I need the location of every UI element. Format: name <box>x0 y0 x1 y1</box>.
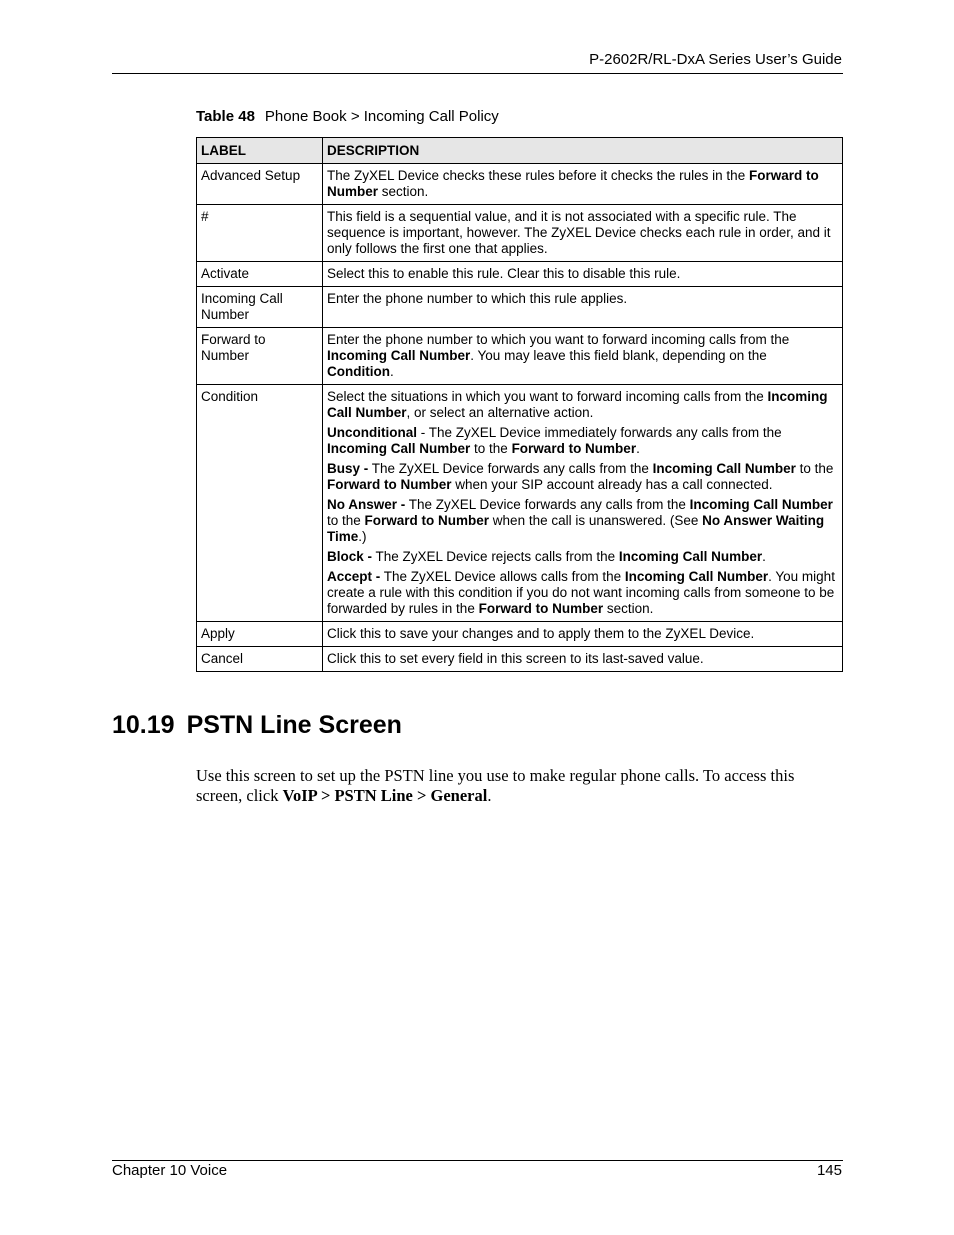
description-paragraph <box>327 549 836 565</box>
section-body-paragraph <box>196 766 836 806</box>
row-label: Forward to Number <box>197 328 323 385</box>
description-bold-term: Block - <box>327 549 373 564</box>
footer-divider <box>112 1160 843 1161</box>
description-paragraph <box>327 461 836 493</box>
row-description <box>323 287 843 328</box>
description-paragraph <box>327 168 836 200</box>
label-column-header: LABEL <box>197 138 323 164</box>
description-text: Select the situations in which you want to forward incoming calls from the <box>327 389 768 404</box>
description-text: , or select an alternative action. <box>406 405 594 420</box>
description-bold-term: Condition <box>327 364 390 379</box>
section-heading <box>112 711 402 740</box>
description-text: The ZyXEL Device forwards any calls from the <box>405 497 690 512</box>
description-text: The ZyXEL Device allows calls from the <box>380 569 625 584</box>
menu-path: VoIP > PSTN Line > General <box>282 786 488 805</box>
description-text: The ZyXEL Device forwards any calls from the <box>368 461 653 476</box>
description-text: Select this to enable this rule. Clear this to disable this rule. <box>327 266 681 281</box>
body-text-start: Use this screen to set up the PSTN line you use to make regular phone calls. To access this screen, click <box>196 766 795 805</box>
table-row <box>197 262 843 287</box>
table-caption <box>196 108 499 125</box>
table-row <box>197 205 843 262</box>
description-paragraph <box>327 425 836 457</box>
footer-chapter: Chapter 10 Voice <box>112 1162 228 1179</box>
description-bold-term: No Answer Waiting Time <box>327 513 825 544</box>
table-row <box>197 328 843 385</box>
description-bold-term: Incoming Call Number <box>618 549 763 564</box>
row-label: Apply <box>197 622 323 647</box>
description-text: section. <box>378 184 429 199</box>
row-label: Activate <box>197 262 323 287</box>
table-row <box>197 385 843 622</box>
description-bold-term: No Answer - <box>327 497 406 512</box>
description-text: Click this to save your changes and to apply them to the ZyXEL Device. <box>327 626 755 641</box>
running-header-title: P-2602R/RL-DxA Series User’s Guide <box>589 51 842 68</box>
section-title: PSTN Line Screen <box>186 711 402 739</box>
row-label: Incoming Call Number <box>197 287 323 328</box>
description-text: . You might create a rule with this condition if you do not want incoming calls from someone to be forwarded by rules in the <box>327 569 835 616</box>
description-text: . You may leave this field blank, depending on the <box>470 348 767 363</box>
description-paragraph <box>327 626 836 642</box>
description-bold-term: Accept - <box>327 569 381 584</box>
section-number: 10.19 <box>112 711 175 739</box>
description-bold-term: Forward to Number <box>327 477 452 492</box>
description-text: section. <box>603 601 654 616</box>
description-text: . <box>762 549 766 564</box>
description-text: Click this to set every field in this screen to its last-saved value. <box>327 651 704 666</box>
description-bold-term: Forward to Number <box>511 441 637 456</box>
description-text: . <box>389 364 394 379</box>
description-paragraph <box>327 569 836 617</box>
row-label: Condition <box>197 385 323 622</box>
header-divider <box>112 73 843 74</box>
description-text: . <box>636 441 640 456</box>
description-paragraph <box>327 651 836 667</box>
row-description <box>323 622 843 647</box>
description-text: - The ZyXEL Device immediately forwards any calls from the <box>417 425 782 440</box>
table-row <box>197 622 843 647</box>
row-description <box>323 164 843 205</box>
description-bold-term: Forward to Number <box>364 513 490 528</box>
description-paragraph <box>327 291 836 307</box>
row-description <box>323 262 843 287</box>
description-bold-term: Forward to Number <box>478 601 604 616</box>
description-bold-term: Unconditional <box>327 425 417 440</box>
description-text: to the <box>470 441 512 456</box>
table-row <box>197 164 843 205</box>
description-paragraph <box>327 497 836 545</box>
row-description <box>323 385 843 622</box>
row-description <box>323 328 843 385</box>
body-text-end: . <box>487 786 492 805</box>
row-label: # <box>197 205 323 262</box>
description-bold-term: Incoming Call Number <box>689 497 833 512</box>
description-text: to the <box>327 513 365 528</box>
row-description <box>323 647 843 672</box>
row-description <box>323 205 843 262</box>
footer-page-number: 145 <box>816 1162 842 1179</box>
incoming-call-policy-table <box>196 137 843 672</box>
description-paragraph <box>327 209 836 257</box>
row-label: Cancel <box>197 647 323 672</box>
description-bold-term: Incoming Call Number <box>327 348 471 363</box>
description-bold-term: Incoming Call Number <box>327 389 828 420</box>
description-bold-term: Busy - <box>327 461 369 476</box>
description-text: Enter the phone number to which this rule applies. <box>327 291 628 306</box>
table-row <box>197 287 843 328</box>
description-bold-term: Incoming Call Number <box>327 441 471 456</box>
table-caption-label: Table 48 <box>196 108 255 125</box>
description-text: Enter the phone number to which you want to forward incoming calls from the <box>327 332 790 347</box>
row-label: Advanced Setup <box>197 164 323 205</box>
description-bold-term: Forward to Number <box>327 168 819 199</box>
table-row <box>197 647 843 672</box>
description-paragraph <box>327 332 836 380</box>
table-header-row <box>197 138 843 164</box>
description-text: The ZyXEL Device checks these rules before it checks the rules in the <box>327 168 749 183</box>
description-text: The ZyXEL Device rejects calls from the <box>372 549 619 564</box>
table-body <box>197 164 843 672</box>
description-text: This field is a sequential value, and it is not associated with a specific rule. The sequence is important, however. The ZyXEL Device checks each rule in order, and it only follows the first one that applies. <box>327 209 831 256</box>
description-bold-term: Incoming Call Number <box>624 569 769 584</box>
description-text: to the <box>795 461 834 476</box>
description-bold-term: Incoming Call Number <box>652 461 796 476</box>
description-text: when your SIP account already has a call connected. <box>451 477 773 492</box>
description-text: .) <box>358 529 367 544</box>
description-paragraph <box>327 266 836 282</box>
description-paragraph <box>327 389 836 421</box>
description-text: when the call is unanswered. (See <box>489 513 703 528</box>
description-column-header: DESCRIPTION <box>323 138 843 164</box>
table-caption-text: Phone Book > Incoming Call Policy <box>264 108 499 125</box>
